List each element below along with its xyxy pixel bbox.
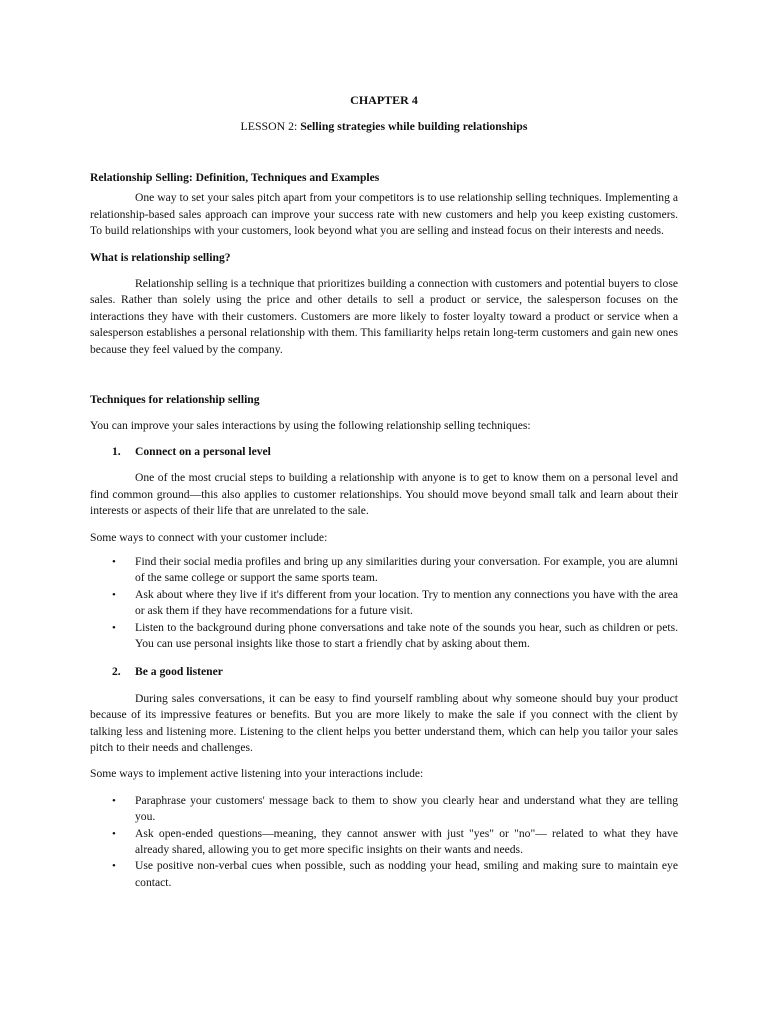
technique-1-list-intro: Some ways to connect with your customer include: [90,530,328,544]
lesson-prefix: LESSON 2: [240,119,301,133]
technique-2-list-intro: Some ways to implement active listening into your interactions include: [90,767,424,781]
intro-paragraph: One way to set your sales pitch apart from your competitors is to use relationship selling techniques. Implementing a relationship-based sales approach can improve your success rate with new customers and help you keep existing customers. To build relationships with your customers, look beyond what you are selling and instead focus on their interests and needs. [90,191,678,238]
list-item-text: Ask open-ended questions—meaning, they cannot answer with just "yes" or "no"— related to what they have already shared, allowing you to get more specific insights on their wants and needs. [135,826,678,856]
technique-2-paragraph: During sales conversations, it can be easy to find yourself rambling about why someone should buy your product because of its impressive features or benefits. But you are more likely to make the sale if you connect with the client by talking less and listening more. Listening to the client helps you better understand them, which can help you tailor your sales pitch to their needs and challenges. [90,691,678,754]
section-title: Relationship Selling: Definition, Techniques and Examples [90,171,380,184]
technique-1-number: 1. [112,444,121,458]
list-item [90,554,678,587]
bullet-icon: • [112,860,116,873]
list-item [90,587,678,620]
list-item-text: Ask about where they live if it's different from your location. Try to mention any connections you have with the area or ask them if they have recommendations for a future visit. [135,587,678,618]
chapter-heading: CHAPTER 4 [350,93,418,107]
list-item [90,858,678,891]
technique-1-bullet-list [90,554,678,652]
list-item-text: Paraphrase your customers' message back to them to show you clearly hear and understand what they are telling you. [135,793,678,824]
technique-2-title: Be a good listener [135,665,223,679]
bullet-icon: • [112,621,116,634]
list-item-text: Listen to the background during phone conversations and take note of the sounds you hear, such as children or pets. You can use personal insights like those to start a friendly chat by asking about them. [135,620,678,650]
list-item [90,826,678,859]
technique-1-paragraph: One of the most crucial steps to building a relationship with anyone is to get to know them on a personal level and find common ground—this also applies to customer relationships. You should move beyond small talk and learn about their interests or aspects of their life that are unrelated to the sale. [90,471,678,518]
technique-1-heading [90,444,678,460]
technique-1-title: Connect on a personal level [135,444,271,458]
document-page [90,90,678,891]
technique-2-number: 2. [112,665,121,679]
list-item [90,620,678,653]
what-is-paragraph: Relationship selling is a technique that prioritizes building a connection with customers and potential buyers to close sales. Rather than solely using the price and other details to sell a product or service, the salesperson focuses on the interactions they have with their customers. Customers are more likely to foster loyalty toward a product or service when a salesperson establishes a personal relationship with them. This familiarity helps retain long-term customers and gain new ones because they feel valued by the company. [90,277,678,356]
list-item [90,793,678,826]
list-item-text: Find their social media profiles and bring up any similarities during your conversation. For example, you are alumni of the same college or support the same sports team. [135,554,678,585]
bullet-icon: • [112,827,116,840]
techniques-heading: Techniques for relationship selling [90,393,260,407]
lesson-title: Selling strategies while building relationships [300,119,528,133]
list-item-text: Use positive non-verbal cues when possible, such as nodding your head, smiling and making sure to maintain eye contact. [135,859,678,889]
what-is-heading: What is relationship selling? [90,250,231,264]
bullet-icon: • [112,555,116,568]
bullet-icon: • [112,588,116,601]
technique-2-heading [90,664,678,680]
techniques-intro: You can improve your sales interactions by using the following relationship selling techniques: [90,419,531,433]
bullet-icon: • [112,794,116,807]
technique-2-bullet-list [90,793,678,891]
lesson-heading [90,117,678,135]
